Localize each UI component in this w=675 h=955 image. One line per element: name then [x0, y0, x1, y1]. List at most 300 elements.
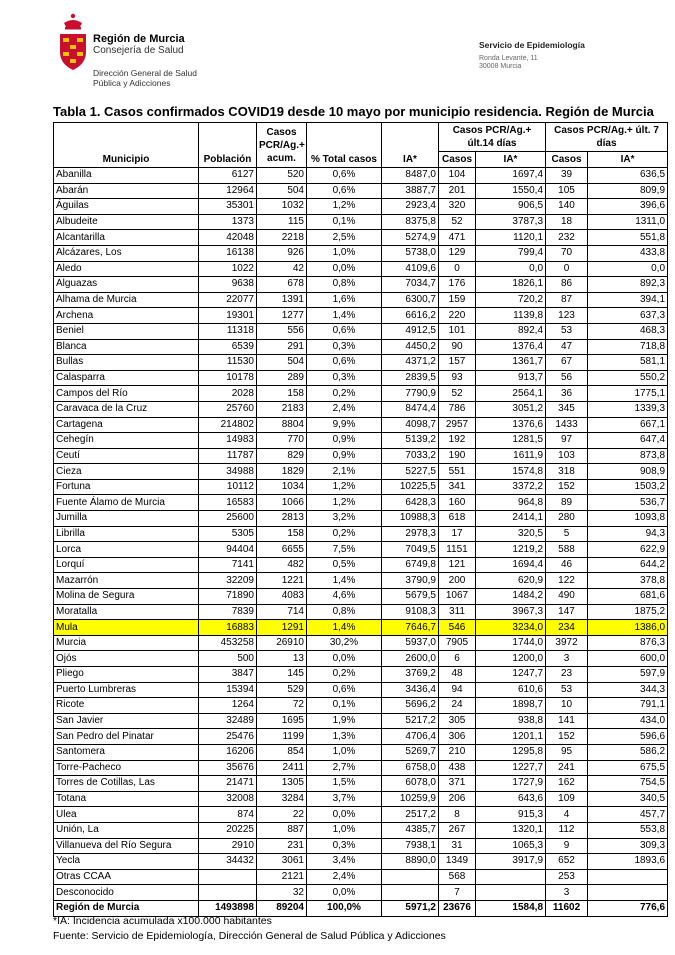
cell-casos14: 618 [439, 511, 476, 527]
table-row [54, 355, 668, 371]
cell-ia: 2923,4 [382, 199, 439, 215]
cell-casos-acum: 529 [257, 682, 307, 698]
cell-casos-acum: 158 [257, 526, 307, 542]
cell-municipio: San Javier [54, 713, 199, 729]
table-row [54, 370, 668, 386]
table-row [54, 495, 668, 511]
cell-ia14: 1376,4 [476, 339, 546, 355]
cell-pct-total: 100,0% [307, 900, 382, 916]
cell-ia: 7033,2 [382, 448, 439, 464]
cell-casos-acum: 2218 [257, 230, 307, 246]
cell-ia: 3436,4 [382, 682, 439, 698]
cell-ia [382, 885, 439, 901]
cell-pct-total: 2,4% [307, 869, 382, 885]
cell-casos7: 67 [546, 355, 588, 371]
cell-ia14: 620,9 [476, 573, 546, 589]
cell-municipio: Torres de Cotillas, Las [54, 776, 199, 792]
cell-poblacion: 9638 [199, 277, 257, 293]
cell-ia7: 94,3 [588, 526, 668, 542]
cell-ia14: 0,0 [476, 261, 546, 277]
cell-poblacion: 874 [199, 807, 257, 823]
cell-municipio: Moratalla [54, 604, 199, 620]
cell-casos7: 11602 [546, 900, 588, 916]
cell-casos-acum: 3061 [257, 854, 307, 870]
cell-casos14: 121 [439, 557, 476, 573]
cell-ia14: 1574,8 [476, 464, 546, 480]
cell-poblacion: 16206 [199, 744, 257, 760]
cell-municipio: Alguazas [54, 277, 199, 293]
cell-casos14: 551 [439, 464, 476, 480]
cell-casos7: 147 [546, 604, 588, 620]
cell-pct-total: 0,2% [307, 526, 382, 542]
cell-ia: 7938,1 [382, 838, 439, 854]
cell-municipio: Otras CCAA [54, 869, 199, 885]
cell-poblacion: 7839 [199, 604, 257, 620]
cell-ia7: 791,1 [588, 698, 668, 714]
table-row [54, 277, 668, 293]
cell-municipio: Molina de Segura [54, 589, 199, 605]
cell-ia7: 718,8 [588, 339, 668, 355]
cell-pct-total: 0,1% [307, 214, 382, 230]
cell-casos-acum: 6655 [257, 542, 307, 558]
cell-ia7: 873,8 [588, 448, 668, 464]
cell-pct-total: 3,4% [307, 854, 382, 870]
cell-poblacion: 2028 [199, 386, 257, 402]
table-row [54, 682, 668, 698]
table-row [54, 667, 668, 683]
cell-municipio: Caravaca de la Cruz [54, 401, 199, 417]
cell-pct-total: 1,0% [307, 744, 382, 760]
cell-casos-acum: 2121 [257, 869, 307, 885]
cell-municipio: Puerto Lumbreras [54, 682, 199, 698]
total-row [54, 900, 668, 916]
cases-table [53, 122, 668, 917]
cell-casos14: 6 [439, 651, 476, 667]
cell-municipio: Lorca [54, 542, 199, 558]
cell-casos-acum: 8804 [257, 417, 307, 433]
table-row [54, 760, 668, 776]
cell-municipio: Villanueva del Río Segura [54, 838, 199, 854]
cell-casos7: 47 [546, 339, 588, 355]
cell-ia: 5738,0 [382, 245, 439, 261]
table-row [54, 698, 668, 714]
cell-pct-total: 0,9% [307, 448, 382, 464]
cell-ia: 2978,3 [382, 526, 439, 542]
cell-ia14: 720,2 [476, 292, 546, 308]
cell-casos7: 9 [546, 838, 588, 854]
cell-pct-total: 1,0% [307, 245, 382, 261]
cell-casos-acum: 1695 [257, 713, 307, 729]
cell-casos14: 210 [439, 744, 476, 760]
cell-ia: 5971,2 [382, 900, 439, 916]
cell-pct-total: 0,1% [307, 698, 382, 714]
cell-ia14: 3372,2 [476, 479, 546, 495]
page-header [0, 0, 675, 100]
cell-casos7: 86 [546, 277, 588, 293]
cell-municipio: Cieza [54, 464, 199, 480]
cell-ia14: 1227,7 [476, 760, 546, 776]
cell-municipio: Cartagena [54, 417, 199, 433]
cell-municipio: Yecla [54, 854, 199, 870]
cell-casos14: 31 [439, 838, 476, 854]
table-body [54, 168, 668, 917]
cell-poblacion: 19301 [199, 308, 257, 324]
cell-ia7: 1339,3 [588, 401, 668, 417]
cell-poblacion: 25600 [199, 511, 257, 527]
cell-casos14: 546 [439, 620, 476, 636]
cell-casos7: 112 [546, 822, 588, 838]
cell-ia7: 340,5 [588, 791, 668, 807]
cell-casos7: 4 [546, 807, 588, 823]
table-row [54, 479, 668, 495]
cell-poblacion: 42048 [199, 230, 257, 246]
table-row [54, 464, 668, 480]
cell-casos-acum: 1305 [257, 776, 307, 792]
cell-poblacion: 94404 [199, 542, 257, 558]
cell-casos7: 36 [546, 386, 588, 402]
cell-ia7: 908,9 [588, 464, 668, 480]
cell-casos-acum: 556 [257, 323, 307, 339]
cell-casos-acum: 1032 [257, 199, 307, 215]
table-row [54, 791, 668, 807]
cell-poblacion: 500 [199, 651, 257, 667]
cell-ia7: 1311,0 [588, 214, 668, 230]
cell-casos7: 241 [546, 760, 588, 776]
cell-municipio: Abanilla [54, 168, 199, 184]
cell-casos-acum: 22 [257, 807, 307, 823]
cell-ia7: 0,0 [588, 261, 668, 277]
cell-pct-total: 1,0% [307, 822, 382, 838]
cell-municipio: Alcázares, Los [54, 245, 199, 261]
cell-casos14: 157 [439, 355, 476, 371]
cell-poblacion: 16883 [199, 620, 257, 636]
directorate-line2: Pública y Adicciones [93, 78, 171, 88]
footnote-source: Fuente: Servicio de Epidemiología, Dirección General de Salud Pública y Adicciones [53, 930, 446, 942]
org-subtitle: Consejería de Salud [93, 45, 184, 56]
cell-casos14: 52 [439, 214, 476, 230]
cell-casos14: 1349 [439, 854, 476, 870]
cell-municipio: Calasparra [54, 370, 199, 386]
cell-pct-total: 0,2% [307, 667, 382, 683]
cell-ia: 4450,2 [382, 339, 439, 355]
cell-poblacion: 16138 [199, 245, 257, 261]
cell-casos7: 253 [546, 869, 588, 885]
cell-casos14: 176 [439, 277, 476, 293]
cell-ia: 5696,2 [382, 698, 439, 714]
cell-municipio: Blanca [54, 339, 199, 355]
cell-ia7: 667,1 [588, 417, 668, 433]
cell-casos7: 122 [546, 573, 588, 589]
cell-ia7: 1893,6 [588, 854, 668, 870]
cell-ia: 6428,3 [382, 495, 439, 511]
cell-casos14: 320 [439, 199, 476, 215]
col-header-pct-total: % Total casos [307, 123, 382, 168]
cell-poblacion: 2910 [199, 838, 257, 854]
cell-pct-total: 0,6% [307, 323, 382, 339]
cell-ia: 6758,0 [382, 760, 439, 776]
cell-municipio: Región de Murcia [54, 900, 199, 916]
table-row [54, 511, 668, 527]
cell-pct-total: 7,5% [307, 542, 382, 558]
table-row [54, 807, 668, 823]
cell-pct-total: 0,8% [307, 604, 382, 620]
cell-poblacion [199, 869, 257, 885]
cell-ia7: 586,2 [588, 744, 668, 760]
cell-casos-acum: 504 [257, 355, 307, 371]
cell-poblacion: 14983 [199, 433, 257, 449]
table-row [54, 573, 668, 589]
cell-ia14: 938,8 [476, 713, 546, 729]
cell-casos7: 162 [546, 776, 588, 792]
cell-poblacion: 6127 [199, 168, 257, 184]
cell-casos14: 371 [439, 776, 476, 792]
cell-municipio: Murcia [54, 635, 199, 651]
cell-pct-total: 0,3% [307, 339, 382, 355]
cell-ia: 2600,0 [382, 651, 439, 667]
cell-casos14: 306 [439, 729, 476, 745]
cell-casos14: 192 [439, 433, 476, 449]
table-row [54, 433, 668, 449]
cell-ia7: 636,5 [588, 168, 668, 184]
cell-pct-total: 0,6% [307, 355, 382, 371]
cell-casos14: 2957 [439, 417, 476, 433]
cell-ia14: 1139,8 [476, 308, 546, 324]
cell-municipio: Albudeite [54, 214, 199, 230]
cell-ia7: 378,8 [588, 573, 668, 589]
cell-ia14: 1295,8 [476, 744, 546, 760]
cell-ia: 2839,5 [382, 370, 439, 386]
cell-pct-total: 3,2% [307, 511, 382, 527]
cell-ia: 3790,9 [382, 573, 439, 589]
cell-ia14: 3917,9 [476, 854, 546, 870]
cell-poblacion: 6539 [199, 339, 257, 355]
cell-casos7: 53 [546, 323, 588, 339]
cell-ia: 5937,0 [382, 635, 439, 651]
cell-ia14: 3234,0 [476, 620, 546, 636]
cell-casos-acum: 1199 [257, 729, 307, 745]
cell-ia: 3887,7 [382, 183, 439, 199]
cell-casos-acum: 13 [257, 651, 307, 667]
cell-casos-acum: 1066 [257, 495, 307, 511]
cell-municipio: Librilla [54, 526, 199, 542]
cell-pct-total: 1,5% [307, 776, 382, 792]
cell-pct-total: 4,6% [307, 589, 382, 605]
cell-pct-total: 3,7% [307, 791, 382, 807]
cell-poblacion: 11530 [199, 355, 257, 371]
cell-ia14: 913,7 [476, 370, 546, 386]
cell-ia: 3769,2 [382, 667, 439, 683]
cell-poblacion: 11318 [199, 323, 257, 339]
cell-ia14: 1611,9 [476, 448, 546, 464]
cell-casos7: 652 [546, 854, 588, 870]
cell-municipio: Fortuna [54, 479, 199, 495]
cell-ia14: 1247,7 [476, 667, 546, 683]
cell-pct-total: 1,4% [307, 308, 382, 324]
cell-casos-acum: 2411 [257, 760, 307, 776]
cell-municipio: Ojós [54, 651, 199, 667]
cell-ia14: 1120,1 [476, 230, 546, 246]
cell-ia14: 906,5 [476, 199, 546, 215]
cell-ia14: 1744,0 [476, 635, 546, 651]
cell-ia14: 1727,9 [476, 776, 546, 792]
col-header-municipio: Municipio [54, 123, 199, 168]
cell-casos-acum: 829 [257, 448, 307, 464]
cell-pct-total: 9,9% [307, 417, 382, 433]
cell-casos14: 7 [439, 885, 476, 901]
cell-casos7: 152 [546, 479, 588, 495]
cell-ia7: 892,3 [588, 277, 668, 293]
cell-poblacion: 25760 [199, 401, 257, 417]
cell-poblacion: 214802 [199, 417, 257, 433]
cell-municipio: Totana [54, 791, 199, 807]
cell-ia: 4371,2 [382, 355, 439, 371]
cell-pct-total: 0,0% [307, 885, 382, 901]
cell-ia14: 1550,4 [476, 183, 546, 199]
cell-ia7: 394,1 [588, 292, 668, 308]
cell-municipio: Desconocido [54, 885, 199, 901]
cell-casos14: 1151 [439, 542, 476, 558]
cell-casos14: 471 [439, 230, 476, 246]
table-row [54, 604, 668, 620]
cell-casos-acum: 1291 [257, 620, 307, 636]
table-row [54, 776, 668, 792]
cell-casos14: 159 [439, 292, 476, 308]
cell-pct-total: 0,9% [307, 433, 382, 449]
cell-poblacion: 35301 [199, 199, 257, 215]
cell-municipio: Aledo [54, 261, 199, 277]
cell-casos7: 141 [546, 713, 588, 729]
cell-poblacion: 22077 [199, 292, 257, 308]
col-header-group14: Casos PCR/Ag.+ últ.14 días [439, 123, 546, 152]
cell-casos-acum: 115 [257, 214, 307, 230]
table-row [54, 557, 668, 573]
cell-ia14: 1898,7 [476, 698, 546, 714]
cell-ia14: 892,4 [476, 323, 546, 339]
cell-municipio: Abarán [54, 183, 199, 199]
col-header-group7: Casos PCR/Ag.+ últ. 7 días [546, 123, 668, 152]
cell-ia7: 1875,2 [588, 604, 668, 620]
cell-ia: 5679,5 [382, 589, 439, 605]
cell-ia14: 1320,1 [476, 822, 546, 838]
cell-poblacion: 35676 [199, 760, 257, 776]
cell-casos14: 568 [439, 869, 476, 885]
cell-ia7: 596,6 [588, 729, 668, 745]
table-row [54, 339, 668, 355]
col-header-poblacion: Población [199, 123, 257, 168]
cell-pct-total: 0,6% [307, 183, 382, 199]
cell-ia14: 1694,4 [476, 557, 546, 573]
cell-ia14: 643,6 [476, 791, 546, 807]
cell-casos7: 95 [546, 744, 588, 760]
table-row [54, 620, 668, 636]
cell-ia: 6749,8 [382, 557, 439, 573]
cell-casos-acum: 678 [257, 277, 307, 293]
cell-ia14: 320,5 [476, 526, 546, 542]
cell-pct-total: 0,0% [307, 651, 382, 667]
cell-pct-total: 30,2% [307, 635, 382, 651]
cell-ia7: 553,8 [588, 822, 668, 838]
cell-municipio: Ricote [54, 698, 199, 714]
table-row [54, 635, 668, 651]
cell-casos14: 48 [439, 667, 476, 683]
table-row [54, 308, 668, 324]
cell-casos14: 201 [439, 183, 476, 199]
cell-ia: 4098,7 [382, 417, 439, 433]
cell-casos14: 341 [439, 479, 476, 495]
cell-poblacion: 10112 [199, 479, 257, 495]
cell-pct-total: 1,2% [307, 495, 382, 511]
cell-ia: 6078,0 [382, 776, 439, 792]
cell-ia14: 2564,1 [476, 386, 546, 402]
cell-municipio: Fuente Álamo de Murcia [54, 495, 199, 511]
cell-poblacion: 5305 [199, 526, 257, 542]
table-row [54, 589, 668, 605]
cell-poblacion: 34432 [199, 854, 257, 870]
cell-casos7: 152 [546, 729, 588, 745]
cell-ia7: 647,4 [588, 433, 668, 449]
cell-ia7: 581,1 [588, 355, 668, 371]
cell-casos7: 280 [546, 511, 588, 527]
cell-ia: 5269,7 [382, 744, 439, 760]
table-row [54, 245, 668, 261]
cell-ia7: 1386,0 [588, 620, 668, 636]
cell-casos-acum: 2813 [257, 511, 307, 527]
cell-municipio: Unión, La [54, 822, 199, 838]
cell-casos-acum: 2183 [257, 401, 307, 417]
cell-casos-acum: 231 [257, 838, 307, 854]
cell-casos14: 305 [439, 713, 476, 729]
cell-ia14: 1697,4 [476, 168, 546, 184]
cell-casos14: 190 [439, 448, 476, 464]
cell-ia7: 622,9 [588, 542, 668, 558]
cell-poblacion: 20225 [199, 822, 257, 838]
cell-ia7: 1503,2 [588, 479, 668, 495]
cell-ia14: 964,8 [476, 495, 546, 511]
cell-municipio: Mula [54, 620, 199, 636]
cell-municipio: Archena [54, 308, 199, 324]
cell-ia: 2517,2 [382, 807, 439, 823]
cell-ia: 7646,7 [382, 620, 439, 636]
cell-casos-acum: 1391 [257, 292, 307, 308]
footnote-ia: *IA: Incidencia acumulada x100.000 habitantes [53, 915, 272, 927]
cell-casos-acum: 520 [257, 168, 307, 184]
cell-casos14: 220 [439, 308, 476, 324]
cell-pct-total: 2,5% [307, 230, 382, 246]
table-row [54, 417, 668, 433]
table-row [54, 448, 668, 464]
cell-ia7: 536,7 [588, 495, 668, 511]
cell-casos-acum: 72 [257, 698, 307, 714]
cell-casos7: 103 [546, 448, 588, 464]
cell-ia14: 1201,1 [476, 729, 546, 745]
cell-ia7: 434,0 [588, 713, 668, 729]
cell-pct-total: 1,9% [307, 713, 382, 729]
cell-casos14: 7905 [439, 635, 476, 651]
cell-ia7: 754,5 [588, 776, 668, 792]
cell-ia: 4912,5 [382, 323, 439, 339]
table-row [54, 542, 668, 558]
cell-ia14: 1281,5 [476, 433, 546, 449]
cell-ia14: 3787,3 [476, 214, 546, 230]
region-murcia-logo [56, 12, 90, 72]
cell-ia: 10259,9 [382, 791, 439, 807]
cell-pct-total: 2,1% [307, 464, 382, 480]
cell-ia: 6616,2 [382, 308, 439, 324]
cell-ia7: 876,3 [588, 635, 668, 651]
table-row [54, 854, 668, 870]
cell-pct-total: 1,3% [307, 729, 382, 745]
table-row [54, 869, 668, 885]
